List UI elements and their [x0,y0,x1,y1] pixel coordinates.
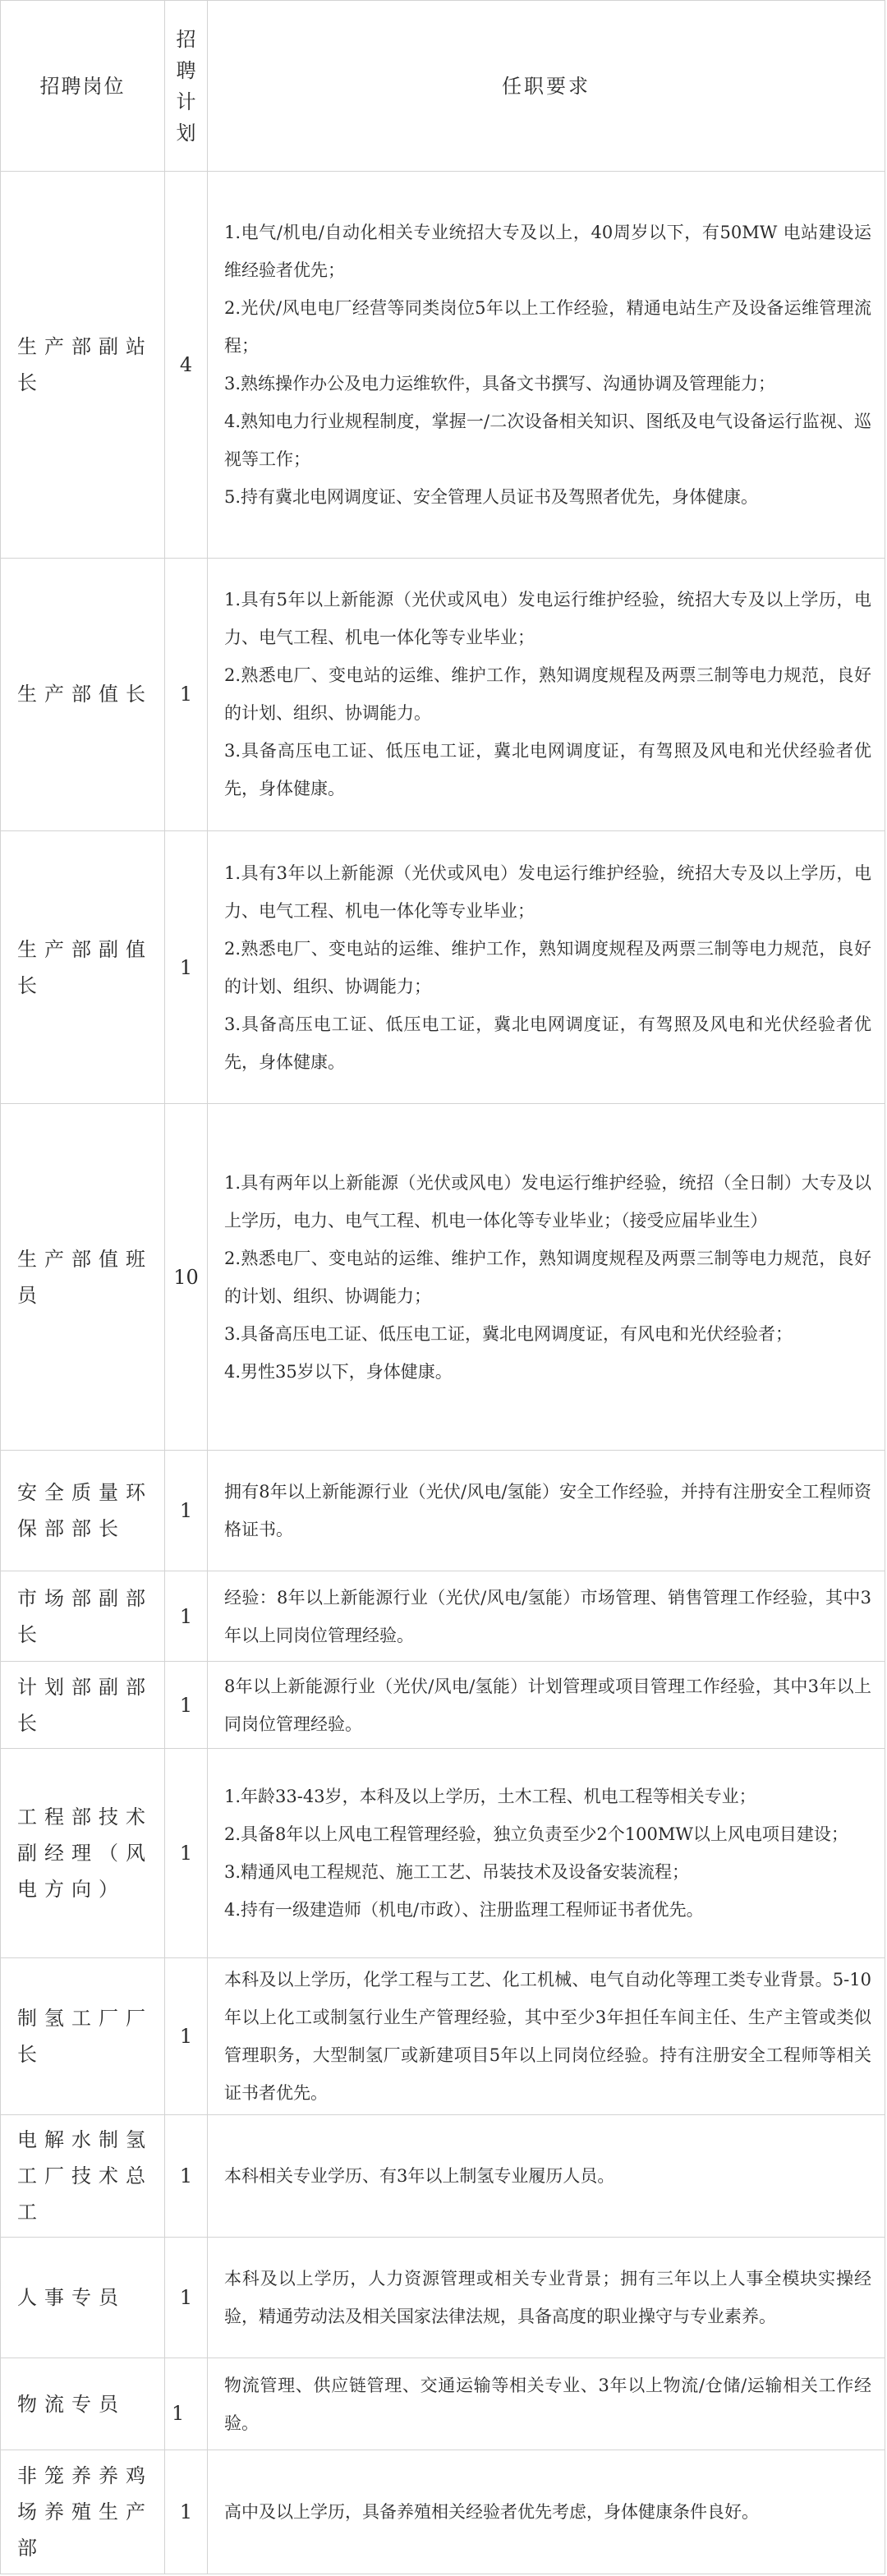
plan-cell: 1 [165,1957,208,2115]
requirement-line: 1.具有两年以上新能源（光伏或风电）发电运行维护经验，统招（全日制）大专及以上学历，电力、电气工程、机电一体化等专业毕业；（接受应届毕业生） [224,1172,871,1230]
requirement-line: 4.持有一级建造师（机电/市政）、注册监理工程师证书者优先。 [224,1899,704,1920]
table-row [1,1662,885,1749]
requirements-cell [208,1571,885,1661]
requirements-cell [208,2238,885,2358]
header-plan: 招聘计划 [165,1,208,172]
table-row [1,2238,885,2358]
requirement-line: 3.具备高压电工证、低压电工证，冀北电网调度证，有驾照及风电和光伏经验者优先，身体健康。 [224,1014,871,1072]
position-cell: 物流专员 [1,2358,165,2450]
table-row [1,1451,885,1571]
plan-cell: 1 [165,2358,208,2450]
requirements-cell [208,2358,885,2450]
plan-cell: 1 [165,1451,208,1571]
requirements-cell [208,1749,885,1958]
plan-cell: 1 [165,558,208,830]
table-row [1,558,885,830]
position-cell: 安全质量环保部部长 [1,1451,165,1571]
plan-cell: 4 [165,172,208,559]
table-row [1,1957,885,2115]
requirement-line: 高中及以上学历，具备养殖相关经验者优先考虑，身体健康条件良好。 [224,2502,759,2523]
requirement-line: 本科相关专业学历、有3年以上制氢专业履历人员。 [224,2166,615,2187]
position-cell: 非笼养养鸡场养殖生产部 [1,2450,165,2574]
requirements-cell [208,1104,885,1451]
requirement-line: 经验：8年以上新能源行业（光伏/风电/氢能）市场管理、销售管理工作经验，其中3年以上同岗位管理经验。 [224,1587,871,1645]
requirement-line: 拥有8年以上新能源行业（光伏/风电/氢能）安全工作经验，并持有注册安全工程师资格证书。 [224,1482,871,1540]
requirement-line: 4.男性35岁以下，身体健康。 [224,1361,453,1382]
table-row [1,831,885,1104]
requirement-line: 1.具有3年以上新能源（光伏或风电）发电运行维护经验，统招大专及以上学历，电力、电气工程、机电一体化等专业毕业； [224,862,871,921]
requirement-line: 2.熟悉电厂、变电站的运维、维护工作，熟知调度规程及两票三制等电力规范，良好的计划、组织、协调能力。 [224,665,871,724]
plan-cell: 10 [165,1104,208,1451]
requirement-line: 3.熟练操作办公及电力运维软件，具备文书撰写、沟通协调及管理能力； [224,373,776,393]
header-position: 招聘岗位 [1,1,165,172]
plan-cell: 1 [165,1571,208,1661]
position-cell: 生产部值班员 [1,1104,165,1451]
requirements-cell [208,2115,885,2238]
requirements-cell [208,1451,885,1571]
table-header-row [1,1,885,172]
table-row [1,1571,885,1661]
requirement-line: 1.年龄33-43岁，本科及以上学历，土木工程、机电工程等相关专业； [224,1786,756,1806]
table-row [1,1104,885,1451]
requirement-line: 物流管理、供应链管理、交通运输等相关专业、3年以上物流/仓储/运输相关工作经验。 [224,2375,871,2433]
position-cell: 人事专员 [1,2238,165,2358]
requirements-cell [208,1957,885,2115]
header-requirements: 任职要求 [208,1,885,172]
plan-cell: 1 [165,1662,208,1749]
position-cell: 工程部技术副经理（风电方向） [1,1749,165,1958]
requirement-line: 本科及以上学历，化学工程与工艺、化工机械、电气自动化等理工类专业背景。5-10年以上化工或制氢行业生产管理经验，其中至少3年担任车间主任、生产主管或类似管理职务，大型制氢厂或新建项目5年以上同岗位经验。持有注册安全工程师等相关证书者优先。 [224,1970,871,2104]
plan-cell: 1 [165,2115,208,2238]
position-cell: 市场部副部长 [1,1571,165,1661]
position-cell: 电解水制氢工厂技术总工 [1,2115,165,2238]
requirement-line: 5.持有冀北电网调度证、安全管理人员证书及驾照者优先，身体健康。 [224,486,759,507]
requirement-line: 3.精通风电工程规范、施工工艺、吊装技术及设备安装流程； [224,1861,690,1882]
requirement-line: 4.熟知电力行业规程制度，掌握一/二次设备相关知识、图纸及电气设备运行监视、巡视等工作； [224,411,871,469]
position-cell: 制氢工厂厂长 [1,1957,165,2115]
requirement-line: 1.具有5年以上新能源（光伏或风电）发电运行维护经验，统招大专及以上学历，电力、电气工程、机电一体化等专业毕业； [224,590,871,648]
plan-cell: 1 [165,831,208,1104]
requirements-cell [208,558,885,830]
table-row [1,172,885,559]
requirements-cell [208,831,885,1104]
requirement-line: 2.光伏/风电电厂经营等同类岗位5年以上工作经验，精通电站生产及设备运维管理流程； [224,297,871,356]
requirement-line: 2.熟悉电厂、变电站的运维、维护工作，熟知调度规程及两票三制等电力规范，良好的计划、组织、协调能力； [224,1248,871,1306]
requirement-line: 3.具备高压电工证、低压电工证，冀北电网调度证，有风电和光伏经验者； [224,1323,793,1344]
requirement-line: 3.具备高压电工证、低压电工证，冀北电网调度证，有驾照及风电和光伏经验者优先，身体健康。 [224,741,871,799]
plan-cell: 1 [165,2450,208,2574]
requirements-cell [208,1662,885,1749]
plan-cell: 1 [165,1749,208,1958]
requirements-cell [208,2450,885,2574]
position-cell: 生产部值长 [1,558,165,830]
table-row [1,2358,885,2450]
requirement-line: 2.熟悉电厂、变电站的运维、维护工作，熟知调度规程及两票三制等电力规范，良好的计划、组织、协调能力； [224,938,871,996]
requirement-line: 2.具备8年以上风电工程管理经验，独立负责至少2个100MW以上风电项目建设； [224,1824,848,1844]
position-cell: 计划部副部长 [1,1662,165,1749]
table-row [1,2115,885,2238]
requirements-cell [208,172,885,559]
position-cell: 生产部副值长 [1,831,165,1104]
plan-cell: 1 [165,2238,208,2358]
table-row [1,2450,885,2574]
position-cell: 生产部副站长 [1,172,165,559]
table-row [1,1749,885,1958]
requirement-line: 8年以上新能源行业（光伏/风电/氢能）计划管理或项目管理工作经验，其中3年以上同岗位管理经验。 [224,1676,871,1734]
requirement-line: 本科及以上学历，人力资源管理或相关专业背景；拥有三年以上人事全模块实操经验，精通劳动法及相关国家法律法规，具备高度的职业操守与专业素养。 [224,2269,871,2327]
requirement-line: 1.电气/机电/自动化相关专业统招大专及以上，40周岁以下，有50MW 电站建设运维经验者优先； [224,222,871,280]
